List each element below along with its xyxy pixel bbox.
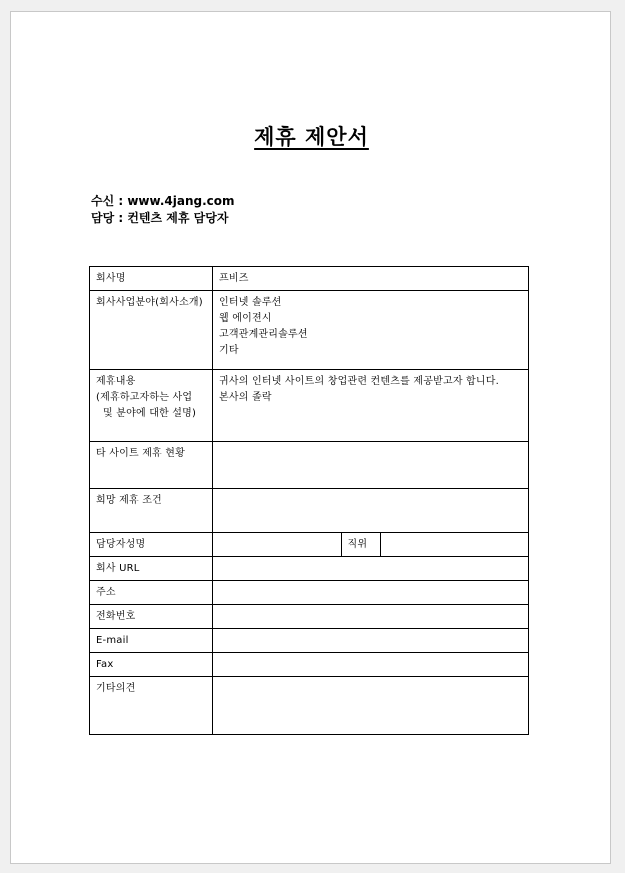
cell-label-other-site-partnerships (90, 442, 213, 489)
addressee-line-contact: 담당 : 컨텐츠 제휴 담당자 (91, 211, 229, 225)
table-row-business-area (90, 291, 529, 370)
label-other-comments: 기타의견 (96, 683, 136, 694)
label-partnership-detail-line-3: 및 분야에 대한 설명) (103, 408, 197, 419)
cell-value-company-url[interactable] (213, 557, 529, 581)
table-row-address (90, 581, 529, 605)
cell-value-position[interactable] (380, 533, 529, 556)
value-company-name: 프비즈 (219, 273, 249, 284)
value-business-area-line-3: 고객관계관리솔루션 (219, 329, 308, 340)
cell-value-contact-person-name[interactable] (213, 533, 341, 556)
page-title (11, 121, 612, 151)
table-row-other-site-partnerships (90, 442, 529, 489)
label-desired-terms: 희망 제휴 조건 (96, 495, 162, 506)
cell-label-other-comments (90, 677, 213, 735)
value-business-area-line-1: 인터넷 솔루션 (219, 297, 282, 308)
cell-value-phone[interactable] (213, 605, 529, 629)
label-other-site-partnerships: 타 사이트 제휴 현황 (96, 448, 186, 459)
page-title-text: 제휴 제안서 (254, 125, 369, 149)
cell-label-address (90, 581, 213, 605)
cell-label-fax (90, 653, 213, 677)
cell-label-contact-person (90, 533, 213, 557)
table-row-company-url (90, 557, 529, 581)
cell-value-partnership-detail[interactable] (213, 370, 529, 442)
cell-label-company-url (90, 557, 213, 581)
table-row-desired-terms (90, 489, 529, 533)
cell-value-desired-terms[interactable] (213, 489, 529, 533)
value-partnership-detail-line-2: 본사의 졸락 (219, 392, 272, 403)
cell-label-company-name (90, 267, 213, 291)
cell-label-email (90, 629, 213, 653)
cell-label-desired-terms (90, 489, 213, 533)
cell-label-phone (90, 605, 213, 629)
table-row-phone (90, 605, 529, 629)
cell-value-company-name[interactable] (213, 267, 529, 291)
label-contact-person: 담당자성명 (96, 539, 146, 550)
value-partnership-detail-line-1: 귀사의 인터넷 사이트의 창업관련 컨텐츠를 제공받고자 합니다. (219, 376, 500, 387)
table-row-other-comments (90, 677, 529, 735)
cell-label-business-area (90, 291, 213, 370)
table-row-partnership-detail (90, 370, 529, 442)
label-phone: 전화번호 (96, 611, 136, 622)
cell-label-position (341, 533, 380, 556)
table-row-contact-person (90, 533, 529, 557)
table-row-company-name (90, 267, 529, 291)
cell-value-contact-person[interactable] (213, 533, 529, 557)
label-company-url: 회사 URL (96, 563, 140, 574)
label-email: E-mail (96, 635, 129, 646)
table-row-email (90, 629, 529, 653)
label-address: 주소 (96, 587, 116, 598)
document-page (10, 11, 611, 864)
cell-value-other-comments[interactable] (213, 677, 529, 735)
addressee-line-recipient: 수신 : www.4jang.com (91, 194, 235, 208)
partnership-proposal-table (89, 266, 529, 735)
label-partnership-detail-line-2: (제휴하고자하는 사업 (96, 392, 193, 403)
cell-value-email[interactable] (213, 629, 529, 653)
cell-value-other-site-partnerships[interactable] (213, 442, 529, 489)
cell-value-business-area[interactable] (213, 291, 529, 370)
cell-value-address[interactable] (213, 581, 529, 605)
value-business-area-line-4: 기타 (219, 345, 239, 356)
table-row-fax (90, 653, 529, 677)
contact-person-subtable (213, 533, 529, 556)
label-position: 직위 (347, 539, 368, 550)
label-company-name: 회사명 (96, 273, 126, 284)
value-business-area-line-2: 웹 에이젼시 (219, 313, 272, 324)
label-fax: Fax (96, 659, 114, 670)
label-partnership-detail-line-1: 제휴내용 (96, 376, 136, 387)
cell-label-partnership-detail (90, 370, 213, 442)
addressee-block (91, 193, 511, 227)
cell-value-fax[interactable] (213, 653, 529, 677)
label-business-area: 회사사업분야(회사소개) (96, 297, 203, 308)
